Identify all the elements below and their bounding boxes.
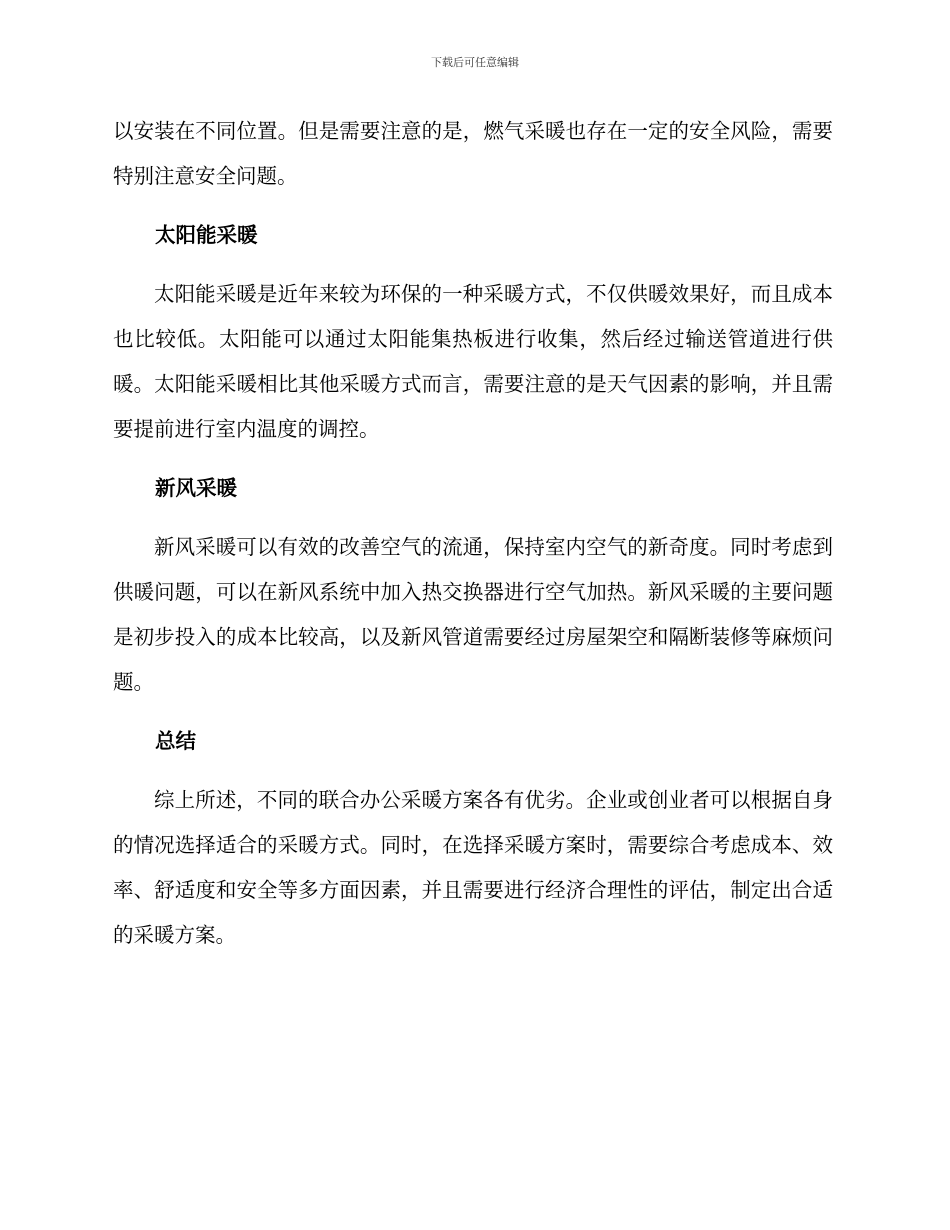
- section-body-solar: 太阳能采暖是近年来较为环保的一种采暖方式，不仅供暖效果好，而且成本也比较低。太阳能可以通过太阳能集热板进行收集，然后经过输送管道进行供暖。太阳能采暖相比其他采暖方式而言，需要注意的是天气因素的影响，并且需要提前进行室内温度的调控。: [113, 282, 833, 441]
- section-heading-summary: 总结: [155, 729, 196, 753]
- section-heading-fresh-air: 新风采暖: [155, 476, 237, 500]
- header-note: 下载后可任意编辑: [431, 56, 519, 69]
- section-body-fresh-air: 新风采暖可以有效的改善空气的流通，保持室内空气的新奇度。同时考虑到供暖问题，可以在新风系统中加入热交换器进行空气加热。新风采暖的主要问题是初步投入的成本比较高，以及新风管道需要经过房屋架空和隔断装修等麻烦问题。: [113, 535, 833, 694]
- section-body-summary: 综上所述，不同的联合办公采暖方案各有优劣。企业或创业者可以根据自身的情况选择适合的采暖方式。同时，在选择采暖方案时，需要综合考虑成本、效率、舒适度和安全等多方面因素，并且需要进行经济合理性的评估，制定出合适的采暖方案。: [113, 788, 833, 947]
- intro-paragraph: 以安装在不同位置。但是需要注意的是，燃气采暖也存在一定的安全风险，需要特别注意安全问题。: [113, 119, 833, 188]
- section-heading-solar: 太阳能采暖: [155, 223, 258, 247]
- document-body: [113, 109, 833, 972]
